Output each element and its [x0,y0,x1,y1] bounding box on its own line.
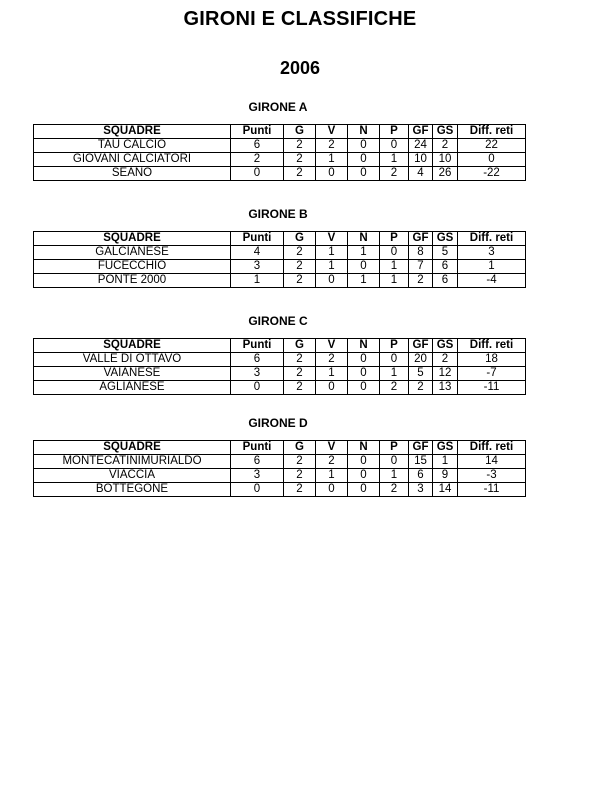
stat-cell: 15 [409,455,433,469]
stat-cell: 2 [231,153,284,167]
stat-cell: 1 [231,274,284,288]
stat-cell: 1 [316,260,348,274]
group-title: GIRONE A [248,100,308,114]
stat-cell: 2 [284,483,316,497]
column-header: G [284,232,316,246]
column-header: G [284,125,316,139]
group-title: GIRONE C [248,314,308,328]
stat-cell: 0 [348,353,380,367]
stat-cell: 6 [231,353,284,367]
stat-cell: 6 [231,455,284,469]
stat-cell: 26 [433,167,458,181]
stat-cell: 1 [380,260,409,274]
stat-cell: 2 [433,139,458,153]
table-row [34,367,526,381]
stat-cell: 0 [231,483,284,497]
stat-cell: 10 [433,153,458,167]
stat-cell: 2 [284,353,316,367]
stat-cell: 9 [433,469,458,483]
stat-cell: 3 [231,469,284,483]
stat-cell: 1 [348,274,380,288]
stat-cell: 3 [409,483,433,497]
column-header: Diff. reti [458,232,526,246]
stat-cell: 1 [380,367,409,381]
stat-cell: 2 [284,455,316,469]
header-row [34,441,526,455]
header-row [34,125,526,139]
stat-cell: 0 [380,455,409,469]
stat-cell: 14 [458,455,526,469]
stat-cell: 4 [231,246,284,260]
stat-cell: 2 [284,381,316,395]
team-name-cell: SEANO [34,167,231,181]
stat-cell: 0 [348,153,380,167]
stat-cell: 2 [433,353,458,367]
stat-cell: 12 [433,367,458,381]
stat-cell: 3 [231,367,284,381]
group-section-b [33,207,525,288]
stat-cell: 0 [348,469,380,483]
stat-cell: 0 [316,167,348,181]
stat-cell: 6 [433,260,458,274]
column-header: GS [433,125,458,139]
stat-cell: -22 [458,167,526,181]
stat-cell: 6 [409,469,433,483]
stat-cell: 2 [380,167,409,181]
stat-cell: 0 [316,381,348,395]
stat-cell: 5 [433,246,458,260]
stat-cell: 2 [284,153,316,167]
stat-cell: -3 [458,469,526,483]
standings-table [33,338,526,395]
stat-cell: 0 [348,381,380,395]
stat-cell: 0 [348,260,380,274]
stat-cell: 24 [409,139,433,153]
column-header: Diff. reti [458,125,526,139]
stat-cell: -11 [458,483,526,497]
column-header: P [380,441,409,455]
stat-cell: 1 [380,469,409,483]
team-name-cell: VALLE DI OTTAVO [34,353,231,367]
stat-cell: 6 [433,274,458,288]
stat-cell: 3 [231,260,284,274]
column-header: P [380,339,409,353]
column-header: SQUADRE [34,232,231,246]
table-row [34,455,526,469]
team-name-cell: VAIANESE [34,367,231,381]
column-header: V [316,125,348,139]
stat-cell: 2 [380,483,409,497]
stat-cell: 2 [316,139,348,153]
group-title: GIRONE D [248,416,308,430]
table-row [34,381,526,395]
group-section-a [33,100,525,181]
table-row [34,167,526,181]
table-row [34,353,526,367]
table-row [34,483,526,497]
column-header: Punti [231,339,284,353]
stat-cell: 2 [284,246,316,260]
stat-cell: 4 [409,167,433,181]
group-section-c [33,314,525,395]
team-name-cell: MONTECATINIMURIALDO [34,455,231,469]
stat-cell: 2 [409,274,433,288]
header-row [34,339,526,353]
stat-cell: 5 [409,367,433,381]
table-row [34,139,526,153]
column-header: GF [409,339,433,353]
stat-cell: 0 [458,153,526,167]
stat-cell: 0 [348,167,380,181]
team-name-cell: TAU CALCIO [34,139,231,153]
stat-cell: 1 [316,153,348,167]
stat-cell: -4 [458,274,526,288]
group-title: GIRONE B [248,207,308,221]
stat-cell: 2 [316,353,348,367]
stat-cell: 7 [409,260,433,274]
standings-table [33,231,526,288]
stat-cell: 0 [348,483,380,497]
stat-cell: 2 [316,455,348,469]
group-section-d [33,416,525,497]
stat-cell: 22 [458,139,526,153]
stat-cell: 1 [348,246,380,260]
stat-cell: 18 [458,353,526,367]
stat-cell: 3 [458,246,526,260]
column-header: Punti [231,232,284,246]
stat-cell: 8 [409,246,433,260]
page-title: GIRONI E CLASSIFICHE [183,8,417,30]
stat-cell: 6 [231,139,284,153]
column-header: GS [433,441,458,455]
column-header: SQUADRE [34,441,231,455]
column-header: Punti [231,125,284,139]
table-row [34,469,526,483]
team-name-cell: BOTTEGONE [34,483,231,497]
column-header: G [284,339,316,353]
column-header: GF [409,441,433,455]
standings-table [33,124,526,181]
column-header: N [348,339,380,353]
column-header: Diff. reti [458,441,526,455]
stat-cell: 1 [316,469,348,483]
column-header: GS [433,232,458,246]
header-row [34,232,526,246]
stat-cell: 0 [380,246,409,260]
column-header: G [284,441,316,455]
stat-cell: 0 [316,483,348,497]
stat-cell: 1 [433,455,458,469]
stat-cell: 1 [458,260,526,274]
stat-cell: 2 [284,274,316,288]
stat-cell: 2 [380,381,409,395]
column-header: Punti [231,441,284,455]
column-header: N [348,441,380,455]
column-header: Diff. reti [458,339,526,353]
column-header: SQUADRE [34,339,231,353]
table-row [34,274,526,288]
stat-cell: 0 [380,139,409,153]
stat-cell: 1 [380,153,409,167]
column-header: GS [433,339,458,353]
table-row [34,260,526,274]
column-header: V [316,339,348,353]
table-row [34,153,526,167]
column-header: V [316,441,348,455]
column-header: GF [409,125,433,139]
stat-cell: 0 [316,274,348,288]
stat-cell: 10 [409,153,433,167]
stat-cell: 0 [348,139,380,153]
column-header: N [348,232,380,246]
stat-cell: 20 [409,353,433,367]
stat-cell: 0 [380,353,409,367]
stat-cell: 1 [316,367,348,381]
stat-cell: 2 [284,469,316,483]
table-row [34,246,526,260]
stat-cell: 0 [231,167,284,181]
team-name-cell: FUCECCHIO [34,260,231,274]
stat-cell: 2 [284,167,316,181]
stat-cell: 2 [409,381,433,395]
team-name-cell: AGLIANESE [34,381,231,395]
column-header: SQUADRE [34,125,231,139]
stat-cell: 0 [231,381,284,395]
stat-cell: 0 [348,455,380,469]
stat-cell: 0 [348,367,380,381]
season-year: 2006 [279,58,321,78]
stat-cell: 2 [284,139,316,153]
team-name-cell: GIOVANI CALCIATORI [34,153,231,167]
stat-cell: -11 [458,381,526,395]
column-header: P [380,125,409,139]
team-name-cell: GALCIANESE [34,246,231,260]
column-header: V [316,232,348,246]
column-header: GF [409,232,433,246]
stat-cell: 14 [433,483,458,497]
stat-cell: 13 [433,381,458,395]
column-header: P [380,232,409,246]
stat-cell: -7 [458,367,526,381]
column-header: N [348,125,380,139]
team-name-cell: VIACCIA [34,469,231,483]
stat-cell: 2 [284,367,316,381]
stat-cell: 2 [284,260,316,274]
stat-cell: 1 [380,274,409,288]
stat-cell: 1 [316,246,348,260]
team-name-cell: PONTE 2000 [34,274,231,288]
standings-table [33,440,526,497]
